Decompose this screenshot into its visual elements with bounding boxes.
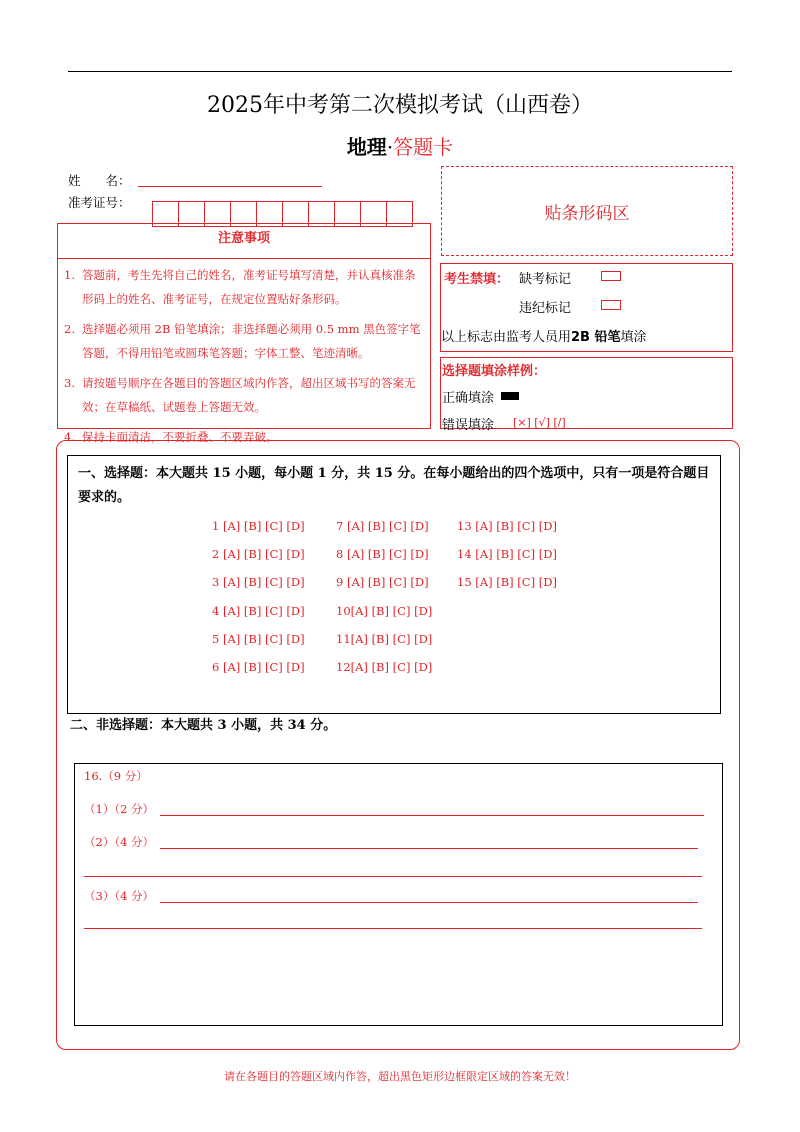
question-row-4[interactable]: 4 [A] [B] [C] [D] xyxy=(212,604,305,618)
question-row-1[interactable]: 1 [A] [B] [C] [D] xyxy=(212,519,305,533)
question-row-10[interactable]: 10[A] [B] [C] [D] xyxy=(336,604,433,618)
question-row-12[interactable]: 12[A] [B] [C] [D] xyxy=(336,660,433,674)
question-row-5[interactable]: 5 [A] [B] [C] [D] xyxy=(212,632,305,646)
q16-part1-label: （1）（2 分） xyxy=(84,802,155,816)
violation-label: 违纪标记 xyxy=(519,301,572,316)
name-label: 姓 名： xyxy=(68,173,131,188)
notice-item: 1. 答题前，考生先将自己的姓名，准考证号填写清楚，并认真核准条形码上的姓名、准考证号，在规定位置贴好条形码。 xyxy=(64,268,416,306)
correct-fill-mark xyxy=(501,392,519,400)
question-row-13[interactable]: 13 [A] [B] [C] [D] xyxy=(457,519,557,533)
question-row-7[interactable]: 7 [A] [B] [C] [D] xyxy=(336,519,429,533)
question-row-8[interactable]: 8 [A] [B] [C] [D] xyxy=(336,547,429,561)
subject-label: 地理 xyxy=(346,135,387,159)
question-row-11[interactable]: 11[A] [B] [C] [D] xyxy=(336,632,433,646)
exam-status-box xyxy=(440,263,733,352)
q16-part2-answer-line-2[interactable] xyxy=(84,876,702,877)
violation-mark-box[interactable] xyxy=(601,300,621,310)
fill-sample-box xyxy=(440,357,733,433)
page-subtitle xyxy=(0,131,800,160)
q16-part1-answer-line[interactable] xyxy=(160,815,704,816)
q16-part3-answer-line[interactable] xyxy=(160,902,698,903)
question-row-14[interactable]: 14 [A] [B] [C] [D] xyxy=(457,547,557,561)
q16-part3-label: （3）（4 分） xyxy=(84,889,155,903)
notice-item: 4. 保持卡面清洁，不要折叠、不要弄破。 xyxy=(64,430,278,444)
footer-warning: 请在各题目的答题区域内作答，超出黑色矩形边框限定区域的答案无效！ xyxy=(224,1070,576,1083)
notice-item: 3. 请按题号顺序在各题目的答题区域内作答，超出区域书写的答案无效；在草稿纸、试题卷上答题无效。 xyxy=(64,376,416,414)
q16-answer-box xyxy=(74,763,723,1026)
top-rule xyxy=(68,71,732,72)
proctor-note: 以上标志由监考人员用2B 铅笔填涂 xyxy=(441,330,647,345)
question-row-3[interactable]: 3 [A] [B] [C] [D] xyxy=(212,575,305,589)
correct-fill-label: 正确填涂 xyxy=(442,391,495,406)
name-field[interactable] xyxy=(138,186,322,187)
subtitle-dot: · xyxy=(386,135,394,159)
barcode-area xyxy=(441,166,733,256)
q16-part3-answer-line-2[interactable] xyxy=(84,928,702,929)
question-row-15[interactable]: 15 [A] [B] [C] [D] xyxy=(457,575,557,589)
q16-heading: 16.（9 分） xyxy=(84,769,148,783)
notice-box xyxy=(57,223,431,444)
sample-label: 选择题填涂样例： xyxy=(442,364,547,379)
barcode-label: 贴条形码区 xyxy=(544,203,630,224)
notice-list xyxy=(58,259,430,449)
question-row-6[interactable]: 6 [A] [B] [C] [D] xyxy=(212,660,305,674)
q16-part2-answer-line[interactable] xyxy=(160,848,698,849)
question-row-9[interactable]: 9 [A] [B] [C] [D] xyxy=(336,575,429,589)
question-row-2[interactable]: 2 [A] [B] [C] [D] xyxy=(212,547,305,561)
q16-part2-label: （2）（4 分） xyxy=(84,835,155,849)
answer-card-label: 答题卡 xyxy=(393,135,454,159)
wrong-fill-label: 错误填涂 xyxy=(442,418,495,433)
exam-status-label: 考生禁填： xyxy=(444,272,510,287)
id-label: 准考证号： xyxy=(68,195,131,210)
absent-mark-box[interactable] xyxy=(601,271,621,281)
page-title: 2025年中考第二次模拟考试（山西卷） xyxy=(207,93,593,118)
notice-heading: 注意事项 xyxy=(58,224,430,259)
choice-section-title: 一、选择题：本大题共 15 小题，每小题 1 分，共 15 分。在每小题给出的四个选项中，只有一项是符合题目要求的。 xyxy=(78,466,710,505)
notice-item: 2. 选择题必须用 2B 铅笔填涂；非选择题必须用 0.5 mm 黑色签字笔答题，不得用铅笔或圆珠笔答题；字体工整、笔迹清晰。 xyxy=(64,322,421,360)
nonchoice-section-title: 二、非选择题：本大题共 3 小题，共 34 分。 xyxy=(70,718,337,733)
absent-label: 缺考标记 xyxy=(519,272,572,287)
wrong-fill-marks: [×] [√] [/] xyxy=(513,416,566,429)
